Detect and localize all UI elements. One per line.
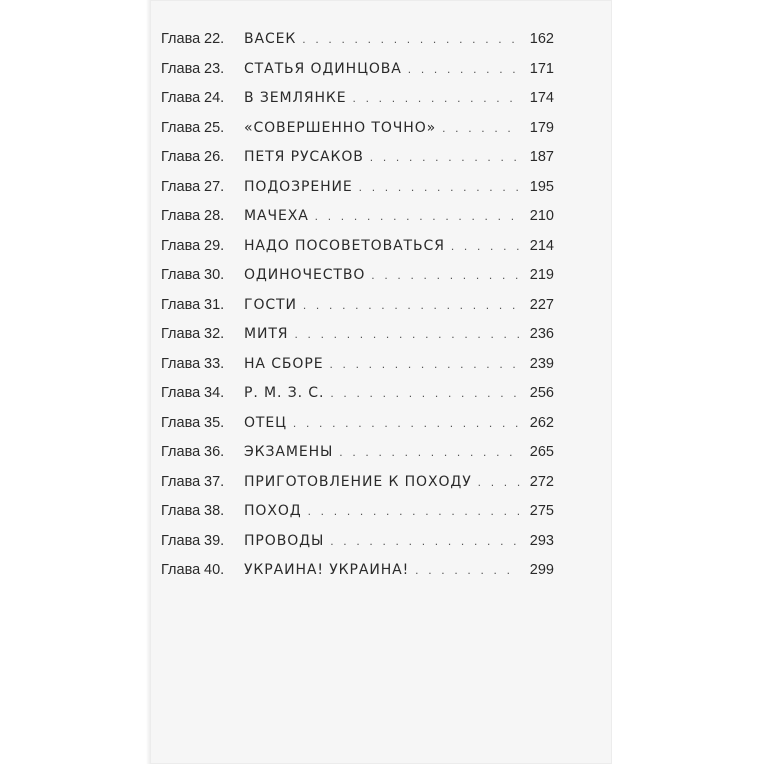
chapter-number: 22. [204, 31, 225, 47]
chapter-word: Глава [161, 149, 201, 165]
dot-leader [293, 409, 520, 439]
chapter-word: Глава [161, 237, 201, 254]
dot-leader [329, 350, 520, 380]
dot-leader [408, 55, 520, 85]
toc-entry [161, 379, 554, 409]
page-number: 227 [529, 296, 554, 313]
chapter-word: Глава [161, 444, 201, 460]
page-number: 236 [529, 326, 554, 342]
chapter-title: ГОСТИ [244, 296, 297, 313]
toc-entry [161, 232, 554, 262]
chapter-number: 33. [204, 355, 225, 372]
chapter-word: Глава [161, 119, 201, 136]
chapter-title: ОДИНОЧЕСТВО [244, 267, 366, 283]
chapter-number: 38. [204, 503, 225, 519]
page-number: 162 [529, 31, 554, 47]
chapter-number: 36. [204, 444, 225, 460]
page-number: 214 [529, 237, 554, 254]
chapter-word: Глава [161, 503, 201, 519]
table-of-contents [161, 25, 554, 586]
chapter-number: 25. [204, 119, 225, 136]
chapter-number: 35. [204, 414, 225, 431]
dot-leader [308, 497, 520, 527]
page-number: 195 [529, 178, 554, 195]
chapter-title: «СОВЕРШЕННО ТОЧНО» [244, 119, 437, 136]
chapter-title: Р. М. З. С. [244, 385, 325, 401]
chapter-word: Глава [161, 208, 201, 224]
chapter-word: Глава [161, 178, 201, 195]
chapter-number: 26. [204, 149, 225, 165]
chapter-word: Глава [161, 473, 201, 490]
toc-entry [161, 556, 554, 586]
chapter-title: ПЕТЯ РУСАКОВ [244, 149, 364, 165]
dot-leader [339, 438, 520, 468]
chapter-title: В ЗЕМЛЯНКЕ [244, 90, 347, 106]
toc-entry [161, 84, 554, 114]
page-number: 210 [529, 208, 554, 224]
dot-leader [415, 556, 520, 586]
chapter-title: МАЧЕХА [244, 208, 309, 224]
page-number: 174 [529, 90, 554, 106]
chapter-number: 28. [204, 208, 225, 224]
chapter-number: 29. [204, 237, 225, 254]
toc-entry [161, 527, 554, 557]
chapter-title: СТАТЬЯ ОДИНЦОВА [244, 60, 402, 77]
chapter-title: МИТЯ [244, 326, 289, 342]
chapter-word: Глава [161, 31, 201, 47]
chapter-number: 30. [204, 267, 225, 283]
dot-leader [303, 291, 520, 321]
chapter-number: 39. [204, 532, 225, 549]
dot-leader [371, 261, 520, 291]
toc-entry [161, 202, 554, 232]
page-number: 275 [529, 503, 554, 519]
chapter-number: 23. [204, 60, 225, 77]
dot-leader [359, 173, 520, 203]
page-number: 262 [529, 414, 554, 431]
page-number: 272 [529, 473, 554, 490]
chapter-word: Глава [161, 414, 201, 431]
chapter-number: 32. [204, 326, 225, 342]
toc-entry [161, 350, 554, 380]
chapter-word: Глава [161, 326, 201, 342]
dot-leader [330, 527, 520, 557]
toc-entry [161, 114, 554, 144]
chapter-title: ПОХОД [244, 503, 302, 519]
chapter-title: УКРАИНА! УКРАИНА! [244, 562, 410, 578]
dot-leader [353, 84, 520, 114]
page-number: 256 [529, 385, 554, 401]
chapter-title: ВАСЕК [244, 31, 297, 47]
chapter-title: ПРОВОДЫ [244, 532, 325, 549]
dot-leader [442, 114, 520, 144]
chapter-word: Глава [161, 385, 201, 401]
chapter-number: 40. [204, 562, 225, 578]
toc-entry [161, 409, 554, 439]
chapter-word: Глава [161, 60, 201, 77]
dot-leader [330, 379, 520, 409]
toc-entry [161, 497, 554, 527]
toc-entry [161, 261, 554, 291]
page-number: 171 [529, 60, 554, 77]
chapter-title: НАДО ПОСОВЕТОВАТЬСЯ [244, 237, 445, 254]
chapter-number: 34. [204, 385, 225, 401]
chapter-word: Глава [161, 90, 201, 106]
page-number: 265 [529, 444, 554, 460]
chapter-title: ЭКЗАМЕНЫ [244, 444, 334, 460]
chapter-word: Глава [161, 562, 201, 578]
chapter-title: НА СБОРЕ [244, 355, 324, 372]
chapter-number: 37. [204, 473, 225, 490]
toc-entry [161, 173, 554, 203]
chapter-word: Глава [161, 532, 201, 549]
toc-entry [161, 291, 554, 321]
chapter-title: ОТЕЦ [244, 414, 287, 431]
toc-entry [161, 55, 554, 85]
toc-entry [161, 438, 554, 468]
toc-entry [161, 468, 554, 498]
chapter-word: Глава [161, 355, 201, 372]
page-number: 239 [529, 355, 554, 372]
dot-leader [294, 320, 520, 350]
toc-entry [161, 320, 554, 350]
chapter-word: Глава [161, 296, 201, 313]
dot-leader [302, 25, 520, 55]
page-number: 179 [529, 119, 554, 136]
chapter-number: 31. [204, 296, 225, 313]
chapter-title: ПРИГОТОВЛЕНИЕ К ПОХОДУ [244, 473, 472, 490]
chapter-word: Глава [161, 267, 201, 283]
page-number: 219 [529, 267, 554, 283]
page-number: 187 [529, 149, 554, 165]
dot-leader [370, 143, 520, 173]
toc-entry [161, 143, 554, 173]
toc-entry [161, 25, 554, 55]
dot-leader [451, 232, 520, 262]
dot-leader [315, 202, 520, 232]
chapter-number: 27. [204, 178, 225, 195]
chapter-number: 24. [204, 90, 225, 106]
dot-leader [478, 468, 520, 498]
page-number: 299 [529, 562, 554, 578]
page-number: 293 [529, 532, 554, 549]
chapter-title: ПОДОЗРЕНИЕ [244, 178, 353, 195]
